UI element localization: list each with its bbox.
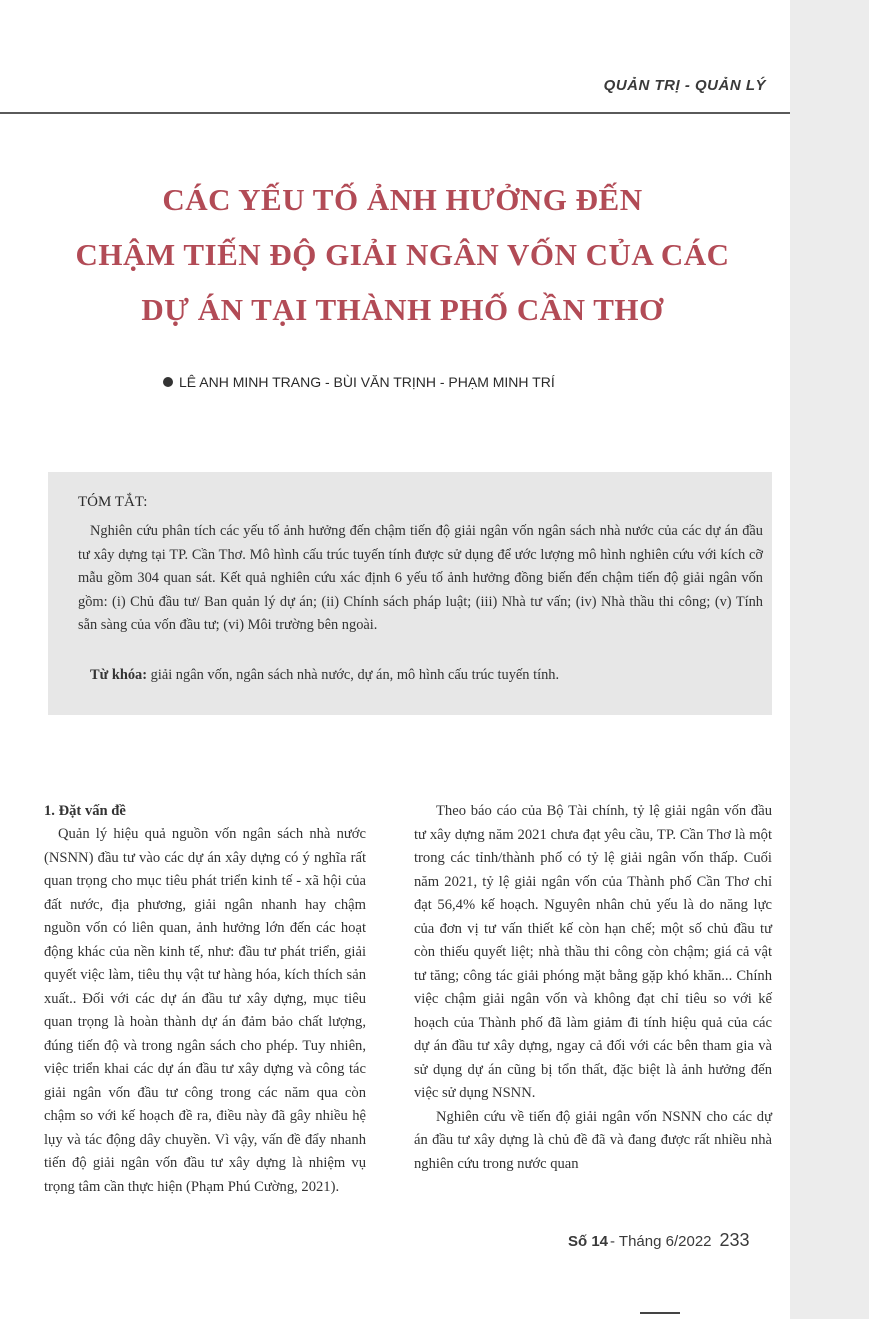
title-line: CÁC YẾU TỐ ẢNH HƯỞNG ĐẾN xyxy=(162,182,643,217)
page-edge-strip xyxy=(790,0,869,1319)
title-line: CHẬM TIẾN ĐỘ GIẢI NGÂN VỐN CỦA CÁC xyxy=(75,237,730,272)
author-names: LÊ ANH MINH TRANG - BÙI VĂN TRỊNH - PHẠM MINH TRÍ xyxy=(179,374,555,390)
bottom-rule xyxy=(640,1312,680,1314)
body-paragraph: Nghiên cứu về tiến độ giải ngân vốn NSNN cho các dự án đầu tư xây dựng là chủ đề đã và đang được rất nhiều nhà nghiên cứu trong nước quan xyxy=(414,1108,772,1172)
issue-number: Số 14 xyxy=(568,1233,609,1250)
issue-month: - Tháng 6/2022 xyxy=(610,1233,712,1250)
author-line xyxy=(163,374,555,390)
page-footer xyxy=(568,1230,750,1251)
keywords-label: Từ khóa: xyxy=(90,667,148,683)
abstract-text: Nghiên cứu phân tích các yếu tố ảnh hưởng đến chậm tiến độ giải ngân vốn ngân sách nhà nước của các dự án đầu tư xây dựng tại TP. Cần Thơ. Mô hình cấu trúc tuyến tính được sử dụng để ước lượng mô hình nghiên cứu với kích cỡ mẫu gồm 304 quan sát. Kết quả nghiên cứu xác định 6 yếu tố ảnh hưởng đồng biến đến chậm tiến độ giải ngân vốn gồm: (i) Chủ đầu tư/ Ban quản lý dự án; (ii) Chính sách pháp luật; (iii) Nhà tư vấn; (iv) Nhà thầu thi công; (v) Tính sẵn sàng của vốn đầu tư; (vi) Môi trường bên ngoài. xyxy=(78,523,763,634)
keywords-text: giải ngân vốn, ngân sách nhà nước, dự án, mô hình cấu trúc tuyến tính. xyxy=(147,667,560,683)
body-column-right xyxy=(414,800,772,1176)
section-label: QUẢN TRỊ - QUẢN LÝ xyxy=(603,77,766,94)
article-title xyxy=(30,172,775,337)
bullet-icon xyxy=(163,377,173,387)
abstract-keywords xyxy=(90,664,763,687)
abstract-box xyxy=(48,472,772,715)
abstract-heading: TÓM TẮT: xyxy=(78,494,148,510)
page-number: 233 xyxy=(719,1230,750,1250)
body-paragraph: Theo báo cáo của Bộ Tài chính, tỷ lệ giải ngân vốn đầu tư xây dựng năm 2021 chưa đạt yêu cầu, TP. Cần Thơ là một trong các tỉnh/thành phố có tỷ lệ giải ngân vốn thấp. Cuối năm 2021, tỷ lệ giải ngân vốn của Thành phố Cần Thơ chỉ đạt 56,4% kế hoạch. Nguyên nhân chủ yếu là do năng lực của đơn vị tư vấn thiết kế còn hạn chế; một số chủ đầu tư còn thiếu quyết liệt; nhà thầu thi công còn chậm; giá cả vật tư tăng; công tác giải phóng mặt bằng gặp khó khăn... Chính việc chậm giải ngân vốn và không đạt chỉ tiêu so với kế hoạch của Thành phố đã làm giảm đi tính hiệu quả của các dự án đầu tư xây dựng, ngay cả đối với các bên tham gia và sử dụng dự án cũng bị tổn thất, đặc biệt là ảnh hưởng đến việc sử dụng NSNN. xyxy=(414,803,772,1101)
body-column-left xyxy=(44,799,366,1199)
header-divider xyxy=(0,112,790,114)
section-heading: 1. Đặt vấn đề xyxy=(44,803,126,819)
body-paragraph: Quản lý hiệu quả nguồn vốn ngân sách nhà nước (NSNN) đầu tư vào các dự án xây dựng có ý nghĩa rất quan trọng cho mục tiêu phát triển kinh tế - xã hội của đất nước, địa phương, giải ngân nhanh hay chậm nguồn vốn có liên quan, ảnh hưởng lớn đến các hoạt động khác của nền kinh tế, như: đầu tư phát triển, giải quyết việc làm, tiêu thụ vật tư hàng hóa, kích thích sản xuất.. Đối với các dự án đầu tư xây dựng, mục tiêu quan trọng là hoàn thành dự án đảm bảo chất lượng, đúng tiến độ và trong ngân sách cho phép. Tuy nhiên, việc triển khai các dự án đầu tư xây dựng và công tác giải ngân vốn đầu tư công trong các năm qua còn chậm so với kế hoạch đề ra, điều này đã gây nhiều hệ lụy và tác động dây chuyền. Vì vậy, vấn đề đẩy nhanh tiến độ giải ngân vốn đầu tư xây dựng là nhiệm vụ trọng tâm cần thực hiện (Phạm Phú Cường, 2021). xyxy=(44,826,366,1195)
title-line: DỰ ÁN TẠI THÀNH PHỐ CẦN THƠ xyxy=(141,292,664,327)
